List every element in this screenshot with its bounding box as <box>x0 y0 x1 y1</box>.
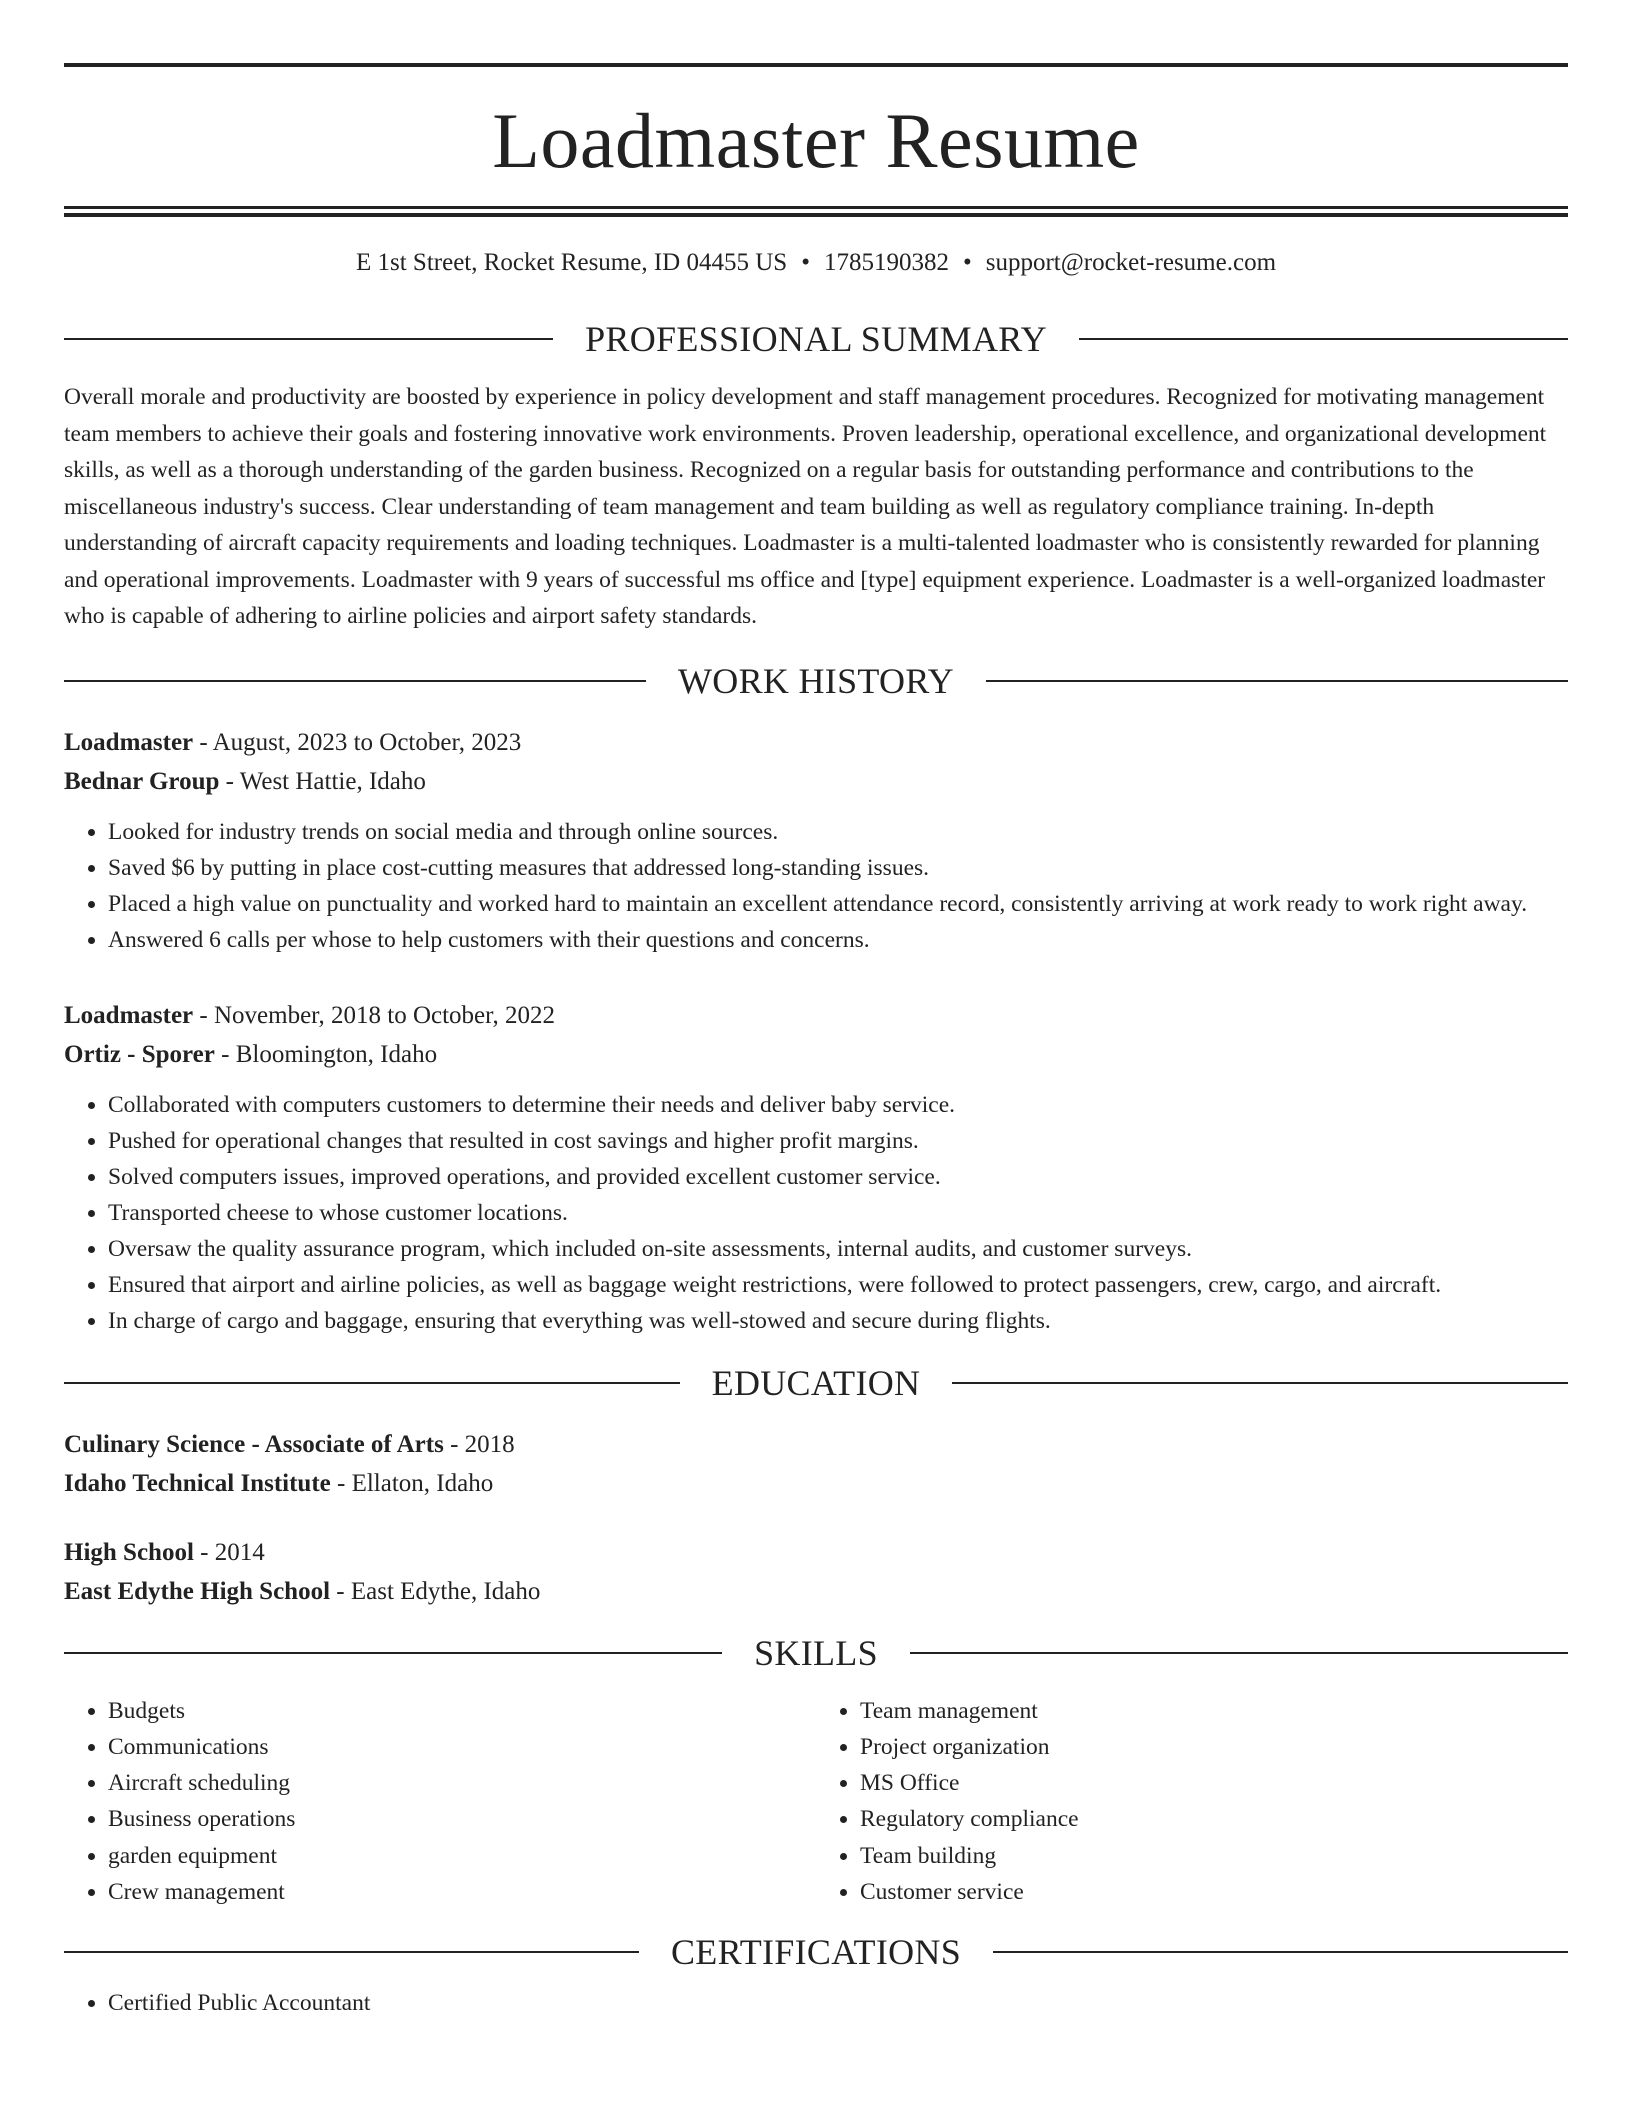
list-item: • Oversaw the quality assurance program, which included on-site assessments, internal audits, and customer surveys. <box>108 1231 1568 1267</box>
education-school: Idaho Technical Institute <box>64 1469 331 1497</box>
contact-line <box>64 247 1568 279</box>
list-item: • Customer service <box>860 1874 1568 1910</box>
section-heading-skills <box>64 1633 1568 1673</box>
heading-rule <box>64 1382 680 1384</box>
contact-email: support@rocket-resume.com <box>985 249 1277 276</box>
certifications-list <box>64 1985 1568 2021</box>
education-school-line <box>64 1572 1568 1611</box>
education-school: East Edythe High School <box>64 1577 331 1605</box>
list-item: • MS Office <box>860 1765 1568 1801</box>
list-item: • Aircraft scheduling <box>108 1765 816 1801</box>
list-item: • Transported cheese to whose customer locations. <box>108 1195 1568 1231</box>
education-year: - 2018 <box>443 1430 515 1458</box>
list-item: • Solved computers issues, improved operations, and provided excellent customer service. <box>108 1159 1568 1195</box>
contact-separator: • <box>962 249 972 276</box>
section-heading-summary <box>64 319 1568 359</box>
job-entry <box>64 996 1568 1339</box>
job-title-line <box>64 996 1568 1035</box>
section-title: EDUCATION <box>711 1362 921 1403</box>
skills-column-right <box>816 1693 1568 1911</box>
contact-phone: 1785190382 <box>823 249 949 276</box>
top-rule <box>64 63 1568 67</box>
job-location: - West Hattie, Idaho <box>219 767 426 795</box>
section-title: SKILLS <box>754 1632 878 1673</box>
education-location: - Ellaton, Idaho <box>330 1469 494 1497</box>
list-item: • Looked for industry trends on social media and through online sources. <box>108 814 1568 850</box>
heading-rule <box>64 680 646 682</box>
list-item: • Collaborated with computers customers to determine their needs and deliver baby service. <box>108 1087 1568 1123</box>
education-degree: High School <box>64 1538 194 1566</box>
education-entry <box>64 1425 1568 1503</box>
list-item: • Pushed for operational changes that resulted in cost savings and higher profit margins. <box>108 1123 1568 1159</box>
list-item: • Team building <box>860 1838 1568 1874</box>
education-degree: Culinary Science - Associate of Arts <box>64 1430 444 1458</box>
education-degree-line <box>64 1425 1568 1464</box>
job-company-line <box>64 1035 1568 1074</box>
education-school-line <box>64 1464 1568 1503</box>
job-company: Bednar Group <box>64 767 220 795</box>
section-heading-education <box>64 1363 1568 1403</box>
section-title: PROFESSIONAL SUMMARY <box>585 319 1047 359</box>
summary-text: Overall morale and productivity are boosted by experience in policy development and staff management procedures. Recognized for motivating management team members to achieve their goals and fostering innovative work environments. Proven leadership, operational excellence, and organizational development skills, as well as a thorough understanding of the garden business. Recognized on a regular basis for outstanding performance and contributions to the miscellaneous industry's success. Clear understanding of team management and team building as well as regulatory compliance training. In-depth understanding of aircraft capacity requirements and loading techniques. Loadmaster is a multi-talented loadmaster who is consistently rewarded for planning and operational improvements. Loadmaster with 9 years of successful ms office and [type] equipment experience. Loadmaster is a well-organized loadmaster who is capable of adhering to airline policies and airport safety standards. <box>64 384 1547 629</box>
education-location: - East Edythe, Idaho <box>330 1577 541 1605</box>
heading-rule <box>986 680 1568 682</box>
job-dates: - November, 2018 to October, 2022 <box>193 1001 555 1029</box>
list-item: • Saved $6 by putting in place cost-cutting measures that addressed long-standing issues. <box>108 850 1568 886</box>
job-location: - Bloomington, Idaho <box>214 1040 438 1068</box>
title-double-rule <box>64 206 1568 217</box>
heading-rule <box>1079 338 1568 340</box>
skills-column-left <box>64 1693 816 1911</box>
job-title: Loadmaster <box>64 1001 194 1029</box>
heading-rule <box>64 1652 722 1654</box>
section-title: WORK HISTORY <box>678 660 954 701</box>
list-item: • Team management <box>860 1693 1568 1729</box>
contact-address: E 1st Street, Rocket Resume, ID 04455 US <box>355 249 788 276</box>
education-entry <box>64 1533 1568 1611</box>
section-heading-certifications <box>64 1932 1568 1972</box>
education-degree-line <box>64 1533 1568 1572</box>
job-company-line <box>64 762 1568 801</box>
list-item: • Crew management <box>108 1874 816 1910</box>
list-item: • Project organization <box>860 1729 1568 1765</box>
job-bullets <box>64 1087 1568 1339</box>
heading-rule <box>993 1951 1568 1953</box>
heading-rule <box>910 1652 1568 1654</box>
contact-separator: • <box>801 249 810 276</box>
heading-rule <box>64 1951 639 1953</box>
job-title: Loadmaster <box>64 728 194 756</box>
education-year: - 2014 <box>193 1538 265 1566</box>
list-item: • Certified Public Accountant <box>108 1985 1568 2021</box>
section-heading-work <box>64 661 1568 701</box>
job-company: Ortiz - Sporer <box>64 1040 215 1068</box>
list-item: • Regulatory compliance <box>860 1801 1568 1837</box>
list-item: • Ensured that airport and airline policies, as well as baggage weight restrictions, were followed to protect passengers, crew, cargo, and aircraft. <box>108 1267 1568 1303</box>
list-item: • Placed a high value on punctuality and worked hard to maintain an excellent attendance record, consistently arriving at work ready to work right away. <box>108 886 1568 922</box>
list-item: • garden equipment <box>108 1838 816 1874</box>
heading-rule <box>952 1382 1568 1384</box>
skills-list <box>64 1693 1568 1911</box>
list-item: • Communications <box>108 1729 816 1765</box>
list-item: • Answered 6 calls per whose to help customers with their questions and concerns. <box>108 922 1568 958</box>
job-title-line <box>64 723 1568 762</box>
heading-rule <box>64 338 553 340</box>
job-dates: - August, 2023 to October, 2023 <box>193 728 522 756</box>
list-item: • In charge of cargo and baggage, ensuring that everything was well-stowed and secure during flights. <box>108 1303 1568 1339</box>
list-item: • Budgets <box>108 1693 816 1729</box>
page-title: Loadmaster Resume <box>492 97 1140 184</box>
job-bullets <box>64 814 1568 958</box>
job-entry <box>64 723 1568 958</box>
list-item: • Business operations <box>108 1801 816 1837</box>
section-title: CERTIFICATIONS <box>670 1932 962 1973</box>
